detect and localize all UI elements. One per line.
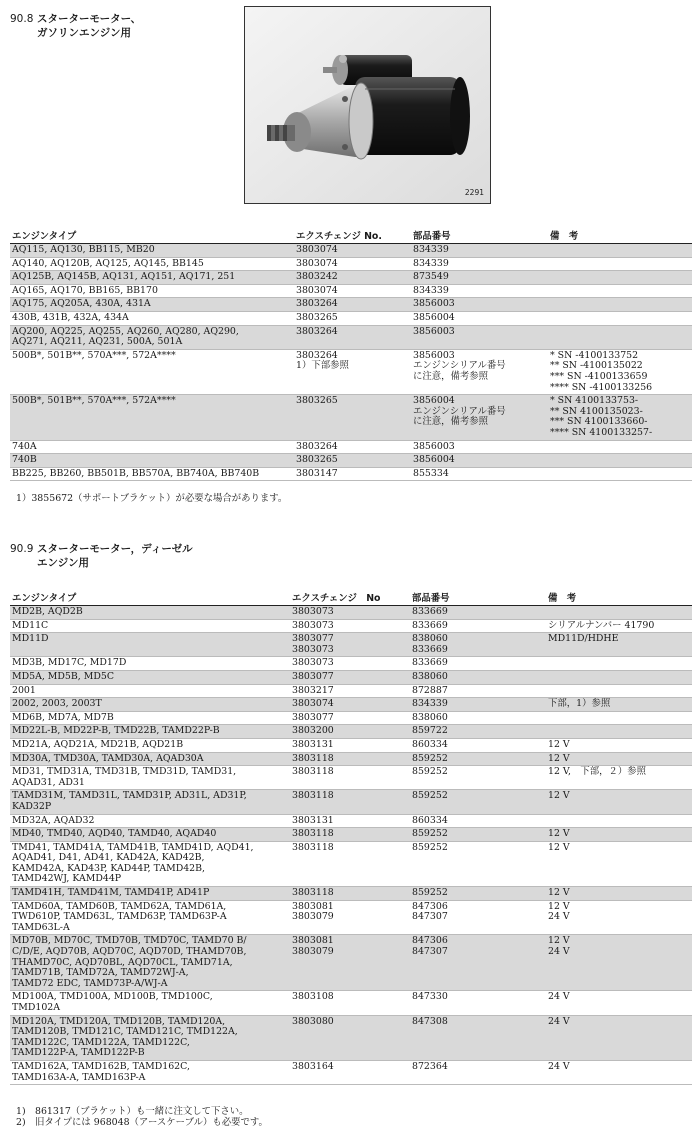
cell-engine-type: 740B	[10, 454, 294, 468]
cell-engine-type: MD11D	[10, 633, 290, 657]
cell-engine-type: TMD41, TAMD41A, TAMD41B, TAMD41D, AQD41, AQAD41, D41, AD41, KAD42A, KAD42B, KAMD42A, KAD43P, KAD44P, TAMD42B, TAMD42WJ, KAMD44P	[10, 841, 290, 886]
cell-part-no: 834339	[411, 284, 536, 298]
table-row	[10, 711, 692, 725]
cell-part-no: 859252	[410, 766, 534, 790]
cell-exchange-no: 3803131	[290, 738, 410, 752]
header-part-no: 部品番号	[410, 590, 534, 606]
cell-exchange-no: 3803077	[290, 711, 410, 725]
cell-exchange-no: 3803074	[294, 284, 411, 298]
table-row	[10, 684, 692, 698]
cell-part-no: 833669	[410, 619, 534, 633]
cell-engine-type: TAMD162A, TAMD162B, TAMD162C, TAMD163A-A, TAMD163P-A	[10, 1060, 290, 1084]
header-notes: 備 考	[536, 228, 692, 244]
cell-exchange-no: 3803264	[294, 325, 411, 349]
cell-notes	[534, 657, 692, 671]
cell-exchange-no: 3803074	[294, 244, 411, 258]
cell-notes: 12 V	[534, 738, 692, 752]
table-row	[10, 1060, 692, 1084]
table-row	[10, 790, 692, 814]
cell-exchange-no: 3803265	[294, 395, 411, 440]
cell-part-no: 847306 847307	[410, 935, 534, 991]
cell-part-no: 834339	[411, 257, 536, 271]
cell-notes: 24 V	[534, 1060, 692, 1084]
cell-part-no: 3856003	[411, 440, 536, 454]
table-header-row	[10, 590, 692, 606]
table-row	[10, 349, 692, 394]
table-row	[10, 766, 692, 790]
cell-exchange-no: 3803131	[290, 814, 410, 828]
cell-part-no: 3856004	[411, 454, 536, 468]
photo-caption: 2291	[464, 188, 484, 197]
table-row	[10, 606, 692, 620]
cell-exchange-no: 3803200	[290, 725, 410, 739]
cell-engine-type: 430B, 431B, 432A, 434A	[10, 311, 294, 325]
cell-notes	[534, 725, 692, 739]
cell-engine-type: MD120A, TMD120A, TMD120B, TAMD120A, TAMD120B, TMD121C, TAMD121C, TMD122A, TAMD122C, TAMD122A, TAMD122C, TAMD122P-A, TAMD122P-B	[10, 1015, 290, 1060]
cell-engine-type: MD11C	[10, 619, 290, 633]
cell-part-no: 838060	[410, 670, 534, 684]
cell-engine-type: 740A	[10, 440, 294, 454]
cell-engine-type: 500B*, 501B**, 570A***, 572A****	[10, 395, 294, 440]
cell-part-no: 859722	[410, 725, 534, 739]
header-engine-type: エンジンタイプ	[10, 590, 290, 606]
cell-notes	[536, 244, 692, 258]
cell-exchange-no: 3803074	[290, 698, 410, 712]
table-row	[10, 440, 692, 454]
cell-part-no: 3856003	[411, 325, 536, 349]
table-row	[10, 841, 692, 886]
cell-engine-type: 2001	[10, 684, 290, 698]
table-row	[10, 1015, 692, 1060]
cell-notes: * SN -4100133752 ** SN -4100135022 *** SN -4100133659 **** SN -4100133256	[536, 349, 692, 394]
cell-part-no: 859252	[410, 752, 534, 766]
table-row	[10, 619, 692, 633]
cell-part-no: 833669	[410, 606, 534, 620]
cell-part-no: 3856004	[411, 311, 536, 325]
table-row	[10, 828, 692, 842]
cell-engine-type: TAMD41H, TAMD41M, TAMD41P, AD41P	[10, 887, 290, 901]
cell-engine-type: AQ175, AQ205A, 430A, 431A	[10, 298, 294, 312]
cell-engine-type: 500B*, 501B**, 570A***, 572A****	[10, 349, 294, 394]
section1-title-line2: ガソリンエンジン用	[37, 27, 131, 39]
cell-part-no: 847308	[410, 1015, 534, 1060]
cell-exchange-no: 3803074	[294, 257, 411, 271]
cell-part-no: 3856003 エンジンシリアル番号 に注意，備考参照	[411, 349, 536, 394]
table-header-row	[10, 228, 692, 244]
cell-notes	[536, 325, 692, 349]
table-row	[10, 257, 692, 271]
table-row	[10, 298, 692, 312]
cell-exchange-no: 3803265	[294, 311, 411, 325]
cell-notes	[534, 606, 692, 620]
cell-notes: 12 V	[534, 752, 692, 766]
cell-part-no: 3856004 エンジンシリアル番号 に注意，備考参照	[411, 395, 536, 440]
cell-engine-type: AQ125B, AQ145B, AQ131, AQ151, AQ171, 251	[10, 271, 294, 285]
table-row	[10, 900, 692, 935]
cell-notes: シリアルナンバー 41790	[534, 619, 692, 633]
cell-exchange-no: 3803118	[290, 790, 410, 814]
cell-part-no: 833669	[410, 657, 534, 671]
cell-notes: 12 V 24 V	[534, 900, 692, 935]
header-exchange-no: エクスチェンジ No.	[294, 228, 411, 244]
table-row	[10, 467, 692, 481]
cell-part-no: 855334	[411, 467, 536, 481]
cell-part-no: 860334	[410, 814, 534, 828]
cell-exchange-no: 3803118	[290, 766, 410, 790]
cell-notes	[536, 284, 692, 298]
table-row	[10, 752, 692, 766]
table-row	[10, 311, 692, 325]
section2-heading	[10, 542, 270, 572]
section1-heading	[10, 12, 240, 42]
cell-notes	[536, 467, 692, 481]
cell-engine-type: MD21A, AQD21A, MD21B, AQD21B	[10, 738, 290, 752]
table-row	[10, 935, 692, 991]
cell-part-no: 3856003	[411, 298, 536, 312]
cell-engine-type: 2002, 2003, 2003T	[10, 698, 290, 712]
cell-exchange-no: 3803073	[290, 619, 410, 633]
table-row	[10, 887, 692, 901]
cell-engine-type: MD5A, MD5B, MD5C	[10, 670, 290, 684]
cell-engine-type: AQ115, AQ130, BB115, MB20	[10, 244, 294, 258]
table-row	[10, 271, 692, 285]
table-row	[10, 395, 692, 440]
cell-exchange-no: 3803077	[290, 670, 410, 684]
cell-notes: * SN 4100133753- ** SN 4100135023- *** SN 4100133660- **** SN 4100133257-	[536, 395, 692, 440]
cell-notes: 12 V	[534, 828, 692, 842]
table-row	[10, 454, 692, 468]
cell-engine-type: MD32A, AQAD32	[10, 814, 290, 828]
table-row	[10, 991, 692, 1015]
cell-part-no: 847306 847307	[410, 900, 534, 935]
cell-part-no: 859252	[410, 790, 534, 814]
cell-exchange-no: 3803118	[290, 887, 410, 901]
cell-exchange-no: 3803264 1）下部参照	[294, 349, 411, 394]
cell-notes: 12 V	[534, 841, 692, 886]
cell-exchange-no: 3803108	[290, 991, 410, 1015]
cell-part-no: 873549	[411, 271, 536, 285]
cell-exchange-no: 3803118	[290, 752, 410, 766]
cell-notes	[536, 298, 692, 312]
cell-part-no: 838060 833669	[410, 633, 534, 657]
cell-part-no: 872887	[410, 684, 534, 698]
cell-part-no: 834339	[410, 698, 534, 712]
header-part-no: 部品番号	[411, 228, 536, 244]
cell-part-no: 859252	[410, 828, 534, 842]
section1-footnote: 1）3855672（サポートブラケット）が必要な場合があります。	[16, 493, 288, 504]
cell-exchange-no: 3803073	[290, 606, 410, 620]
cell-notes: MD11D/HDHE	[534, 633, 692, 657]
cell-engine-type: AQ200, AQ225, AQ255, AQ260, AQ280, AQ290, AQ271, AQ211, AQ231, 500A, 501A	[10, 325, 294, 349]
cell-part-no: 872364	[410, 1060, 534, 1084]
cell-notes	[536, 311, 692, 325]
cell-exchange-no: 3803080	[290, 1015, 410, 1060]
cell-notes: 12 V 24 V	[534, 935, 692, 991]
cell-exchange-no: 3803264	[294, 440, 411, 454]
cell-notes: 24 V	[534, 1015, 692, 1060]
cell-part-no: 859252	[410, 887, 534, 901]
starter-motor-illustration	[245, 7, 490, 203]
cell-engine-type: MD2B, AQD2B	[10, 606, 290, 620]
cell-part-no: 838060	[410, 711, 534, 725]
table-row	[10, 738, 692, 752]
cell-notes	[534, 711, 692, 725]
table-row	[10, 325, 692, 349]
section2-footnote-1: 1) 861317（ブラケット）も一緒に注文して下さい。	[16, 1106, 249, 1117]
cell-exchange-no: 3803217	[290, 684, 410, 698]
cell-exchange-no: 3803242	[294, 271, 411, 285]
cell-engine-type: MD70B, MD70C, TMD70B, TMD70C, TAMD70 B/ C/D/E, AQD70B, AQD70C, AQD70D, THAMD70B, THAMD70C, AQD70BL, AQD70CL, TAMD71A, TAMD71B, TAMD72A, TAMD72WJ-A, TAMD72 EDC, TAMD73P-A/WJ-A	[10, 935, 290, 991]
table-row	[10, 698, 692, 712]
section1-number: 90.8	[10, 13, 34, 25]
table-row	[10, 725, 692, 739]
cell-notes: 12 V	[534, 887, 692, 901]
table-row	[10, 670, 692, 684]
cell-notes: 24 V	[534, 991, 692, 1015]
header-notes: 備 考	[534, 590, 692, 606]
cell-part-no: 859252	[410, 841, 534, 886]
cell-notes	[536, 440, 692, 454]
cell-part-no: 834339	[411, 244, 536, 258]
cell-exchange-no: 3803164	[290, 1060, 410, 1084]
header-engine-type: エンジンタイプ	[10, 228, 294, 244]
section2-footnote-2: 2) 旧タイプには 968048（アースケーブル）も必要です。	[16, 1117, 268, 1128]
cell-notes	[534, 670, 692, 684]
cell-engine-type: TAMD31M, TAMD31L, TAMD31P, AD31L, AD31P, KAD32P	[10, 790, 290, 814]
table-row	[10, 284, 692, 298]
cell-engine-type: MD3B, MD17C, MD17D	[10, 657, 290, 671]
cell-notes	[536, 257, 692, 271]
cell-engine-type: AQ140, AQ120B, AQ125, AQ145, BB145	[10, 257, 294, 271]
cell-notes	[534, 814, 692, 828]
cell-notes: 12 V	[534, 790, 692, 814]
section1-title-line1: スターターモーター、	[37, 13, 142, 25]
header-exchange-no: エクスチェンジ No	[290, 590, 410, 606]
cell-engine-type: MD6B, MD7A, MD7B	[10, 711, 290, 725]
cell-notes	[536, 454, 692, 468]
cell-engine-type: MD30A, TMD30A, TAMD30A, AQAD30A	[10, 752, 290, 766]
table-row	[10, 244, 692, 258]
starter-motor-photo	[244, 6, 491, 204]
cell-exchange-no: 3803077 3803073	[290, 633, 410, 657]
cell-exchange-no: 3803081 3803079	[290, 900, 410, 935]
cell-notes	[536, 271, 692, 285]
cell-engine-type: MD31, TMD31A, TMD31B, TMD31D, TAMD31, AQAD31, AD31	[10, 766, 290, 790]
cell-engine-type: MD22L-B, MD22P-B, TMD22B, TAMD22P-B	[10, 725, 290, 739]
cell-exchange-no: 3803081 3803079	[290, 935, 410, 991]
section2-title-line1: スターターモーター，ディーゼル	[37, 543, 193, 555]
cell-notes: 下部，1）参照	[534, 698, 692, 712]
cell-notes: 12 V, 下部，２）参照	[534, 766, 692, 790]
cell-engine-type: BB225, BB260, BB501B, BB570A, BB740A, BB740B	[10, 467, 294, 481]
diesel-starter-table	[10, 590, 692, 1085]
cell-part-no: 847330	[410, 991, 534, 1015]
cell-engine-type: AQ165, AQ170, BB165, BB170	[10, 284, 294, 298]
cell-engine-type: MD100A, TMD100A, MD100B, TMD100C, TMD102A	[10, 991, 290, 1015]
table-row	[10, 633, 692, 657]
cell-exchange-no: 3803265	[294, 454, 411, 468]
gasoline-starter-table	[10, 228, 692, 481]
cell-exchange-no: 3803118	[290, 841, 410, 886]
cell-part-no: 860334	[410, 738, 534, 752]
cell-exchange-no: 3803118	[290, 828, 410, 842]
cell-notes	[534, 684, 692, 698]
section2-number: 90.9	[10, 543, 34, 555]
cell-exchange-no: 3803264	[294, 298, 411, 312]
cell-engine-type: MD40, TMD40, AQD40, TAMD40, AQAD40	[10, 828, 290, 842]
table-row	[10, 657, 692, 671]
cell-engine-type: TAMD60A, TAMD60B, TAMD62A, TAMD61A, TWD610P, TAMD63L, TAMD63P, TAMD63P-A TAMD63L-A	[10, 900, 290, 935]
cell-exchange-no: 3803073	[290, 657, 410, 671]
table-row	[10, 814, 692, 828]
section2-title-line2: エンジン用	[37, 557, 89, 569]
cell-exchange-no: 3803147	[294, 467, 411, 481]
